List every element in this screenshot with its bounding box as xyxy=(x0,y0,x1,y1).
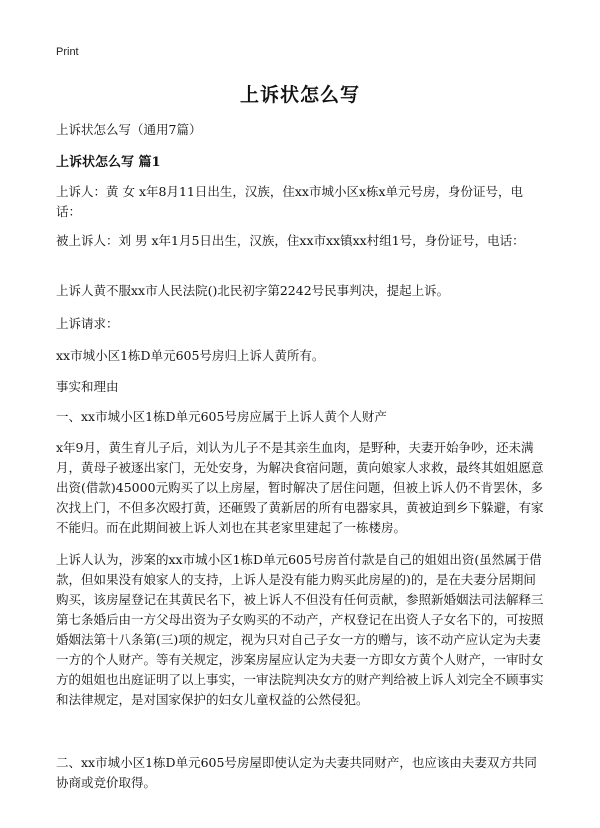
appeal-request: xx市城小区1栋D单元605号房归上诉人黄所有。 xyxy=(56,348,325,363)
argument-paragraph: 上诉人认为，涉案的xx市城小区1栋D单元605号房首付款是自己的姐姐出资(虽然属于借款，但如果没有娘家人的支持，上诉人是没有能力购买此房屋的)的，是在夫妻分居期间购买，该房屋登记在其黄民名下，被上诉人不但没有任何贡献，参照新婚姻法司法解释三 第七条婚后由一方父母出资为子女购买的不动产，产权登记在出资人子女名下的，可按照婚姻法第十八条第(三)项的规定，视为只对自己子女一方的赠与，该不动产应认定为夫妻一方的个人财产。等有关规定，涉案房屋应认定为夫妻一方即女方黄个人财产，一审时女方的姐姐也出庭证明了以上事实，一审法院判决女方的财产判给被上诉人刘完全不顾事实和法律规定，是对国家保护的妇女儿童权益的公然侵犯。 xyxy=(56,552,544,707)
appellant-info: 上诉人：黄 女 x年8月11日出生，汉族，住xx市城小区x栋x单元号房，身份证号，电话： xyxy=(56,184,524,219)
reason-two-paragraph: 二、xx市城小区1栋D单元605号房屋即使认定为夫妻共同财产，也应该由夫妻双方共同协商或竞价取得。 xyxy=(56,755,537,790)
facts-paragraph: x年9月，黄生育儿子后，刘认为儿子不是其亲生血肉，是野种，夫妻开始争吵，还未满月，黄母子被逐出家门，无处安身，为解决食宿问题，黄向娘家人求救，最终其姐姐愿意出资(借款)45000元购买了以上房屋，暂时解决了居住问题，但被上诉人仍不肯罢休，多次找上门，不但多次殴打黄，还砸毁了黄新居的所有电器家具，黄被迫到乡下躲避，有家不能归。而在此期间被上诉人刘也在其老家里建起了一栋楼房。 xyxy=(56,440,544,535)
facts-reasons-heading: 事实和理由 xyxy=(56,379,119,394)
reason-one-heading: 一、xx市城小区1栋D单元605号房应属于上诉人黄个人财产 xyxy=(56,409,387,424)
print-label[interactable]: Print xyxy=(56,46,79,58)
page-title: 上诉状怎么写 xyxy=(239,84,360,106)
appeal-statement: 上诉人黄不服xx市人民法院()北民初字第2242号民事判决，提起上诉。 xyxy=(56,283,450,298)
section-heading: 上诉状怎么写 篇1 xyxy=(56,155,161,170)
appellee-info: 被上诉人：刘 男 x年1月5日出生，汉族，住xx市xx镇xx村组1号，身份证号，电话： xyxy=(56,233,525,248)
document-subtitle: 上诉状怎么写（通用7篇） xyxy=(56,122,202,137)
appeal-request-label: 上诉请求： xyxy=(56,316,119,331)
